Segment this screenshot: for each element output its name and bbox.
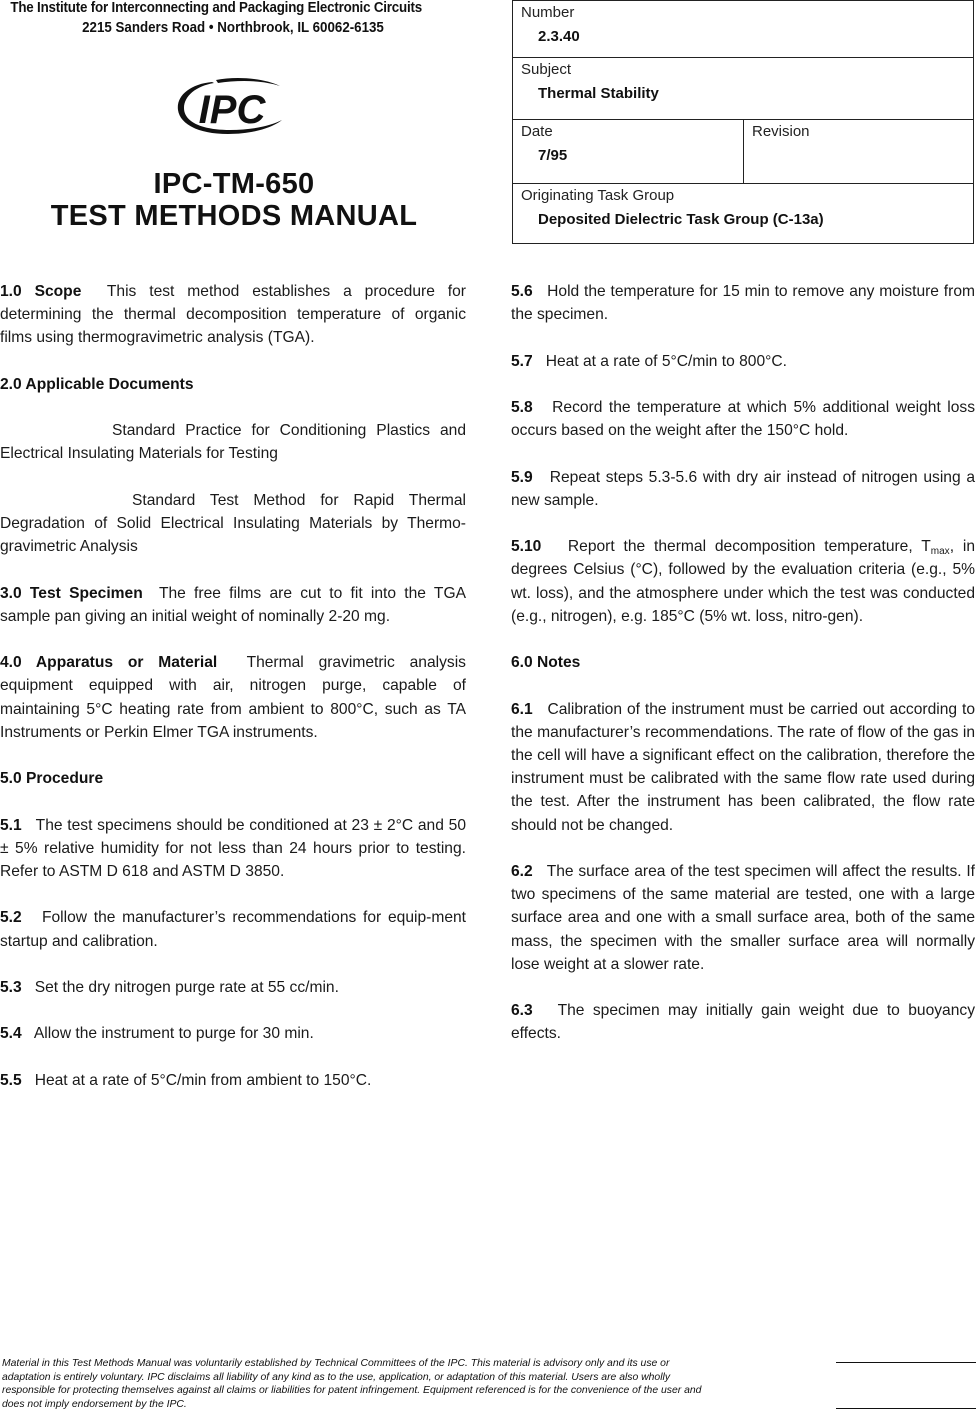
section-text: This test method establishes a procedure for determining the thermal decomposition temperature of organic films using thermogravimetric analysis (TGA). (0, 283, 466, 347)
step-text-a: Report the thermal decomposition temperature, T (567, 538, 931, 556)
step-number: 5.8 (511, 398, 533, 416)
note-6-2 (511, 860, 975, 976)
applicable-document-1: Standard Practice for Conditioning Plastics and Electrical Insulating Materials for Testing (0, 422, 466, 463)
step-number: 5.2 (0, 909, 22, 927)
step-number: 5.1 (0, 816, 22, 834)
section-test-specimen (0, 582, 466, 628)
step-number: 5.10 (511, 538, 542, 556)
manual-title-line2: TEST METHODS MANUAL (50, 200, 418, 232)
step-5-9 (511, 466, 975, 512)
revision-label: Revision (752, 123, 810, 140)
right-column (511, 280, 975, 1069)
footer-rule-top (836, 1362, 976, 1363)
step-5-6 (511, 280, 975, 326)
date-label: Date (521, 123, 553, 140)
note-number: 6.2 (511, 862, 533, 880)
document-info-box (512, 0, 974, 244)
number-value: 2.3.40 (538, 28, 580, 45)
manual-title-line1: IPC-TM-650 (153, 168, 315, 200)
section-apparatus (0, 651, 466, 744)
step-number: 5.5 (0, 1071, 22, 1089)
task-group-value: Deposited Dielectric Task Group (C-13a) (538, 211, 824, 228)
section-procedure: 5.0 Procedure (0, 770, 104, 788)
section-notes: 6.0 Notes (511, 654, 581, 672)
step-text: Heat at a rate of 5°C/min from ambient to 150°C. (34, 1071, 372, 1089)
note-6-3 (511, 999, 975, 1045)
section-number: 4.0 Apparatus or Material (0, 654, 218, 672)
left-column (0, 280, 466, 1115)
step-number: 5.9 (511, 468, 533, 486)
step-text: Follow the manufacturer’s recommendations for equip-ment startup and calibration. (0, 909, 466, 950)
info-row-number (513, 1, 973, 58)
info-row-task-group (513, 184, 973, 245)
step-text: Repeat steps 5.3-5.6 with dry air instead of nitrogen using a new sample. (511, 468, 976, 509)
org-name: The Institute for Interconnecting and Packaging Electronic Circuits (10, 0, 423, 16)
step-5-4 (0, 1022, 466, 1045)
footer-disclaimer: Material in this Test Methods Manual was voluntarily established by Technical Committees of the IPC. This material is advisory only and its use or adaptation is entirely voluntary. IPC disclaims all liability of any kind as to the use, application, or adaptation of this material. Users are also wholly responsible for protecting themselves against all claims or liabilities for patent infringement. Equipment referenced is for the convenience of the user and does not imply endorsement by the IPC. (2, 1358, 702, 1410)
section-applicable-documents: 2.0 Applicable Documents (0, 375, 194, 393)
step-5-10 (511, 535, 975, 628)
note-number: 6.3 (511, 1002, 533, 1020)
info-row-date-revision (513, 120, 973, 184)
step-number: 5.4 (0, 1025, 22, 1043)
step-text: Heat at a rate of 5°C/min to 800°C. (545, 352, 787, 370)
footer-rule-bottom (836, 1408, 976, 1409)
tmax-subscript: max (930, 546, 950, 558)
step-number: 5.3 (0, 978, 22, 996)
step-5-7 (511, 350, 975, 373)
task-group-label: Originating Task Group (521, 187, 675, 204)
note-text: Calibration of the instrument must be carried out according to the manufacturer’s recommendations. The rate of flow of the gas in the cell will have a significant effect on the calibration, therefore the instrument must be calibrated with the same flow rate used during the test. After the instrument has been calibrated, the flow rate should not be changed. (511, 700, 975, 834)
subject-label: Subject (521, 61, 572, 78)
step-5-5 (0, 1069, 466, 1092)
note-6-1 (511, 698, 975, 837)
step-5-1 (0, 814, 466, 884)
step-text: Allow the instrument to purge for 30 min. (33, 1025, 314, 1043)
step-5-3 (0, 976, 466, 999)
date-value: 7/95 (538, 147, 568, 164)
svg-text:IPC: IPC (198, 88, 266, 132)
manual-title (0, 168, 468, 232)
info-row-subject (513, 58, 973, 120)
step-5-2 (0, 906, 466, 952)
date-cell (513, 120, 744, 183)
ipc-logo-icon (172, 74, 288, 138)
note-text: The specimen may initially gain weight due to buoyancy effects. (511, 1002, 975, 1043)
section-number: 3.0 Test Specimen (0, 584, 143, 602)
note-text: The surface area of the test specimen will affect the results. If two specimens of the same material are tested, one with a large surface area and one with a small surface area, both of the same mass, the specimen with the smaller surface area will normally lose weight at a slower rate. (511, 862, 975, 973)
revision-cell (744, 120, 975, 183)
step-number: 5.6 (511, 283, 533, 300)
step-text-b: , in degrees Celsius (°C), followed by the evaluation criteria (e.g., 5% wt. loss), and the atmosphere under which the test was conducted (e.g., nitrogen), e.g. 185°C (5% wt. loss, nitro-gen). (511, 538, 975, 625)
section-text: Thermal gravimetric analysis equipment equipped with air, nitrogen purge, capable of maintaining 5°C heating rate from ambient to 800°C, such as TA Instruments or Perkin Elmer TGA instruments. (0, 654, 466, 741)
note-number: 6.1 (511, 700, 533, 718)
applicable-document-2: Standard Test Method for Rapid Thermal Degradation of Solid Electrical Insulating Materials by Thermo-gravimetric Analysis (0, 491, 466, 556)
number-label: Number (521, 4, 575, 21)
section-number: 1.0 Scope (0, 283, 82, 300)
org-address: 2215 Sanders Road • Northbrook, IL 60062-6135 (82, 20, 384, 36)
step-number: 5.7 (511, 352, 533, 370)
step-text: The test specimens should be conditioned at 23 ± 2°C and 50 ± 5% relative humidity for not less than 24 hours prior to testing. Refer to ASTM D 618 and ASTM D 3850. (0, 816, 466, 880)
step-text: Set the dry nitrogen purge rate at 55 cc/min. (34, 978, 339, 996)
section-text: The free films are cut to fit into the TGA sample pan giving an initial weight of nominally 2-20 mg. (0, 584, 466, 625)
subject-value: Thermal Stability (538, 85, 659, 102)
step-5-8 (511, 396, 975, 442)
step-text: Record the temperature at which 5% additional weight loss occurs based on the weight after the 150°C hold. (511, 398, 975, 440)
step-text: Hold the temperature for 15 min to remove any moisture from the specimen. (511, 283, 975, 324)
section-scope (0, 280, 466, 350)
